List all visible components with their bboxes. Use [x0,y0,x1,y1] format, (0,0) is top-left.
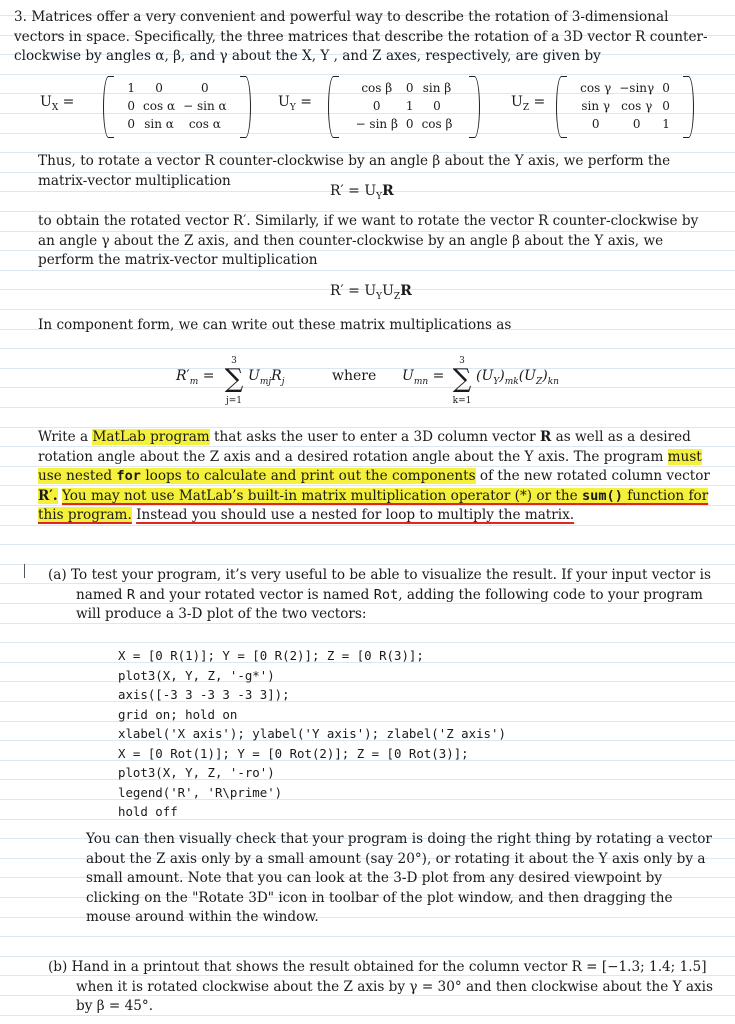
matrix-row [123,79,230,97]
matrix-cell: cos α [188,117,221,131]
matrix-row [352,115,457,133]
code-line: plot3(X, Y, Z, '-g*') [118,667,275,683]
matrix-cell: 1 [662,117,670,131]
equation-1: $R' = U_YR$ [330,183,394,202]
code-line: X = [0 R(1)]; Y = [0 R(2)]; Z = [0 R(3)]; [118,648,424,663]
problem-number: 3. [14,9,27,25]
matrix-row [352,97,457,115]
matrix-cell: 0 [155,81,163,95]
ux-matrix [103,76,251,136]
ruled-line [0,407,735,408]
ruled-line [0,309,735,310]
ruled-line [0,387,735,388]
matrix-cell: 0 [127,117,136,131]
matrix-cell: 0 [127,99,136,113]
uz-matrix [556,76,694,136]
where-text: where [332,368,377,384]
matrix-cell: 1 [127,81,136,95]
matrix-cell: cos β [421,117,453,131]
highlight-may-not-use: You may not use MatLab’s built-in matrix multiplication operator (*) or the sum() function for this program. [38,487,709,524]
ux-label: $U_X$ = [40,94,75,113]
code-line: grid on; hold on [118,706,238,722]
after-code-paragraph: You can then visually check that your program is doing the right thing by rotating a vector about the Z axis only by a small amount (say 20°), or rotating it about the Y axis only by a small amount. Note that you can look at the 3-D plot from any desired viewpoint by clicking on the "Rotate 3D" icon in toolbar of the plot window, and then dragging the mouse around within the window. [86,831,712,926]
matrix-cell: cos α [143,99,176,113]
equation-2: $R' = U_YU_ZR$ [330,283,412,302]
matrix-cell: 0 [405,81,414,95]
matrix-row [576,115,674,133]
matrix-cell: 0 [591,117,600,131]
component-eq-2-rhs: $(U_Y)_{mk}(U_Z)_{kn}$ [476,368,559,387]
matrix-cell: −sinγ [619,81,655,95]
highlight-must-use-nested: must use nested for loops to calculate and print out the components [38,448,702,485]
uz-label: $U_Z$ = [511,94,546,113]
matrix-cell: 0 [662,99,670,113]
component-eq-2-lhs: $U_{mn}$ = [402,368,445,387]
matrix-cell: sin α [144,117,174,131]
matrix-row [576,97,674,115]
matrix-row [123,97,230,115]
code-line: axis([-3 3 -3 3 -3 3]); [118,687,290,702]
matrix-cell: 0 [433,99,441,113]
matrix-cell: cos γ [621,99,653,113]
matrix-cell: sin β [422,81,452,95]
ruled-line [0,74,735,75]
ruled-line [0,956,735,957]
margin-cursor-mark [24,564,25,578]
intro-text: Matrices offer a very convenient and powerful way to describe the rotation of 3-dimensional vectors in space. Specifically, the three matrices that describe the rotation of a 3D vector R counter-clockwise by angles α, β, and γ about the X, Y , and Z axes, respectively, are given by [14,9,708,65]
highlight-matlab-program: MatLab program [92,429,210,445]
highlight-rprime: R′. [38,487,58,504]
code-line: plot3(X, Y, Z, '-ro') [118,765,275,780]
matrix-cell: − sin α [183,99,227,113]
code-line: xlabel('X axis'); ylabel('Y axis'); zlabel('Z axis') [118,726,506,741]
code-line: X = [0 Rot(1)]; Y = [0 Rot(2)]; Z = [0 Rot(3)]; [118,745,469,761]
matrix-row [123,115,230,133]
matrix-cell: 0 [662,81,670,95]
part-a: (a) To test your program, it’s very useful to be able to visualize the result. If your input vector is named R and your rotated vector is named Rot, adding the following code to your program will produce a 3-D plot of the two vectors: [48,567,711,623]
matrix-cell: cos β [361,81,393,95]
part-b: (b) Hand in a printout that shows the result obtained for the column vector R = [−1.3; 1.4; 1.5] when it is rotated clockwise about the Z axis by γ = 30° and then clockwise about the Y axis by β = 45°. [48,959,714,1015]
code-line: hold off [118,804,178,819]
sum-sign-1: 3 ∑ j=1 [224,356,244,406]
ruled-line [0,564,735,565]
underline-instead: Instead you should use a nested for loop to multiply the matrix. [136,507,575,524]
matrix-cell: 1 [405,99,414,113]
matrix-cell: 0 [372,99,381,113]
obtain-paragraph: to obtain the rotated vector R′. Similarly, if we want to rotate the vector R counter-clockwise by an angle γ about the Z axis, and then counter-clockwise by an angle β about the Y axis, we perform the matrix-vector multiplication [38,213,699,269]
code-line: legend('R', 'R\prime') [118,784,283,800]
matrix-cell: 0 [201,81,209,95]
matrix-row [576,79,674,97]
component-form-text: In component form, we can write out these matrix multiplications as [38,317,512,333]
matrix-cell: cos γ [580,81,612,95]
ruled-line [0,642,735,643]
thus-paragraph: Thus, to rotate a vector R counter-clockwise by an angle β about the Y axis, we perform the matrix-vector multiplication [38,153,671,189]
ruled-line [0,544,735,545]
component-eq-1-lhs: $R'_m$ = [176,368,215,387]
matrix-cell: 0 [405,117,414,131]
ruled-line [0,936,735,937]
matrix-cell: − sin β [355,117,398,131]
write-program-paragraph: Write a MatLab program that asks the user to enter a 3D column vector R as well as a desired rotation angle about the Z axis and a desired rotation angle about the Y axis. The program must use nested for loops to calculate and print out the components of the new rotated column vector R′. You may not use MatLab’s built-in matrix multiplication operator (*) or the sum() function for this program. Instead you should use a nested for loop to multiply the matrix. [38,429,710,524]
matlab-code-block [118,646,506,822]
uy-label: $U_Y$ = [278,94,312,113]
uy-matrix [328,76,480,136]
sum-sign-2: 3 ∑ k=1 [452,356,472,406]
matrix-row [352,79,457,97]
problem-intro [14,8,714,67]
component-eq-1-rhs: $U_{mj}R_j$ [248,368,285,387]
matrix-cell: sin γ [581,99,611,113]
matrix-cell: 0 [632,117,641,131]
ruled-line [0,348,735,349]
